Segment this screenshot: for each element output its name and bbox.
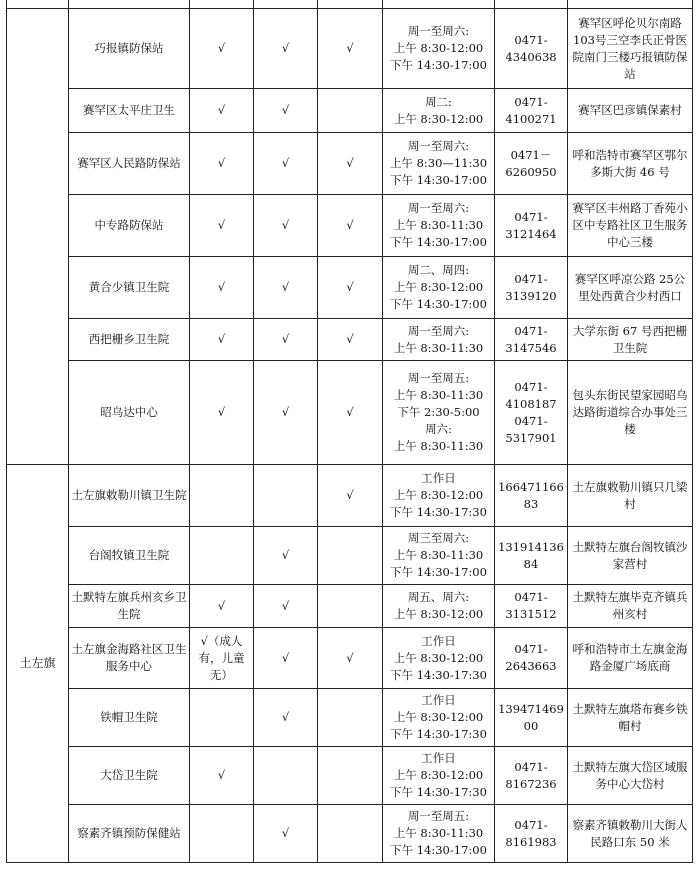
table-row xyxy=(7,465,693,527)
adult-mark-cell xyxy=(190,465,254,527)
third-mark-cell xyxy=(318,527,383,585)
phone-cell-line: 0471- xyxy=(514,323,548,338)
adult-mark-cell: √ xyxy=(190,133,254,195)
address-cell: 察素齐镇敕勒川大街人民路口东 50 米 xyxy=(568,805,693,863)
site-name-cell: 黄合少镇卫生院 xyxy=(69,257,190,319)
phone-cell xyxy=(495,689,568,747)
phone-cell-line: 0471- xyxy=(514,32,548,47)
address-cell: 赛罕区巴彦镇保素村 xyxy=(568,89,693,133)
phone-cell xyxy=(495,805,568,863)
phone-cell-line: 131914136 xyxy=(498,539,564,554)
vaccination-sites-table xyxy=(6,8,693,863)
phone-cell-line: 0471- xyxy=(514,271,548,286)
child-mark-cell: √ xyxy=(254,319,318,361)
adult-mark-cell: √ xyxy=(190,585,254,628)
adult-mark-cell: √ xyxy=(190,195,254,257)
hours-cell-line: 上午 8:30-11:30 xyxy=(393,388,484,402)
phone-cell-line: 8161983 xyxy=(505,834,557,849)
hours-cell-line: 上午 8:30-12:00 xyxy=(393,710,484,724)
phone-cell-line: 0471- xyxy=(514,94,548,109)
site-name-cell: 铁帽卫生院 xyxy=(69,689,190,747)
hours-cell-line: 下午 14:30-17:00 xyxy=(390,173,487,187)
phone-cell-line: 2643663 xyxy=(505,659,557,673)
hours-cell-line: 周一至周六: xyxy=(407,323,470,338)
child-mark-cell: √ xyxy=(254,805,318,863)
third-mark-cell xyxy=(318,585,383,628)
hours-cell-line: 周一至周五: xyxy=(407,371,470,385)
hours-cell-line: 下午 2:30-5:00 xyxy=(397,405,480,419)
table-row xyxy=(7,133,693,195)
phone-cell-line: 3131512 xyxy=(505,607,557,621)
address-cell: 呼和浩特市土左旗金海路金厦广场底商 xyxy=(568,628,693,689)
phone-cell xyxy=(495,465,568,527)
address-cell: 赛罕区丰州路丁香苑小区中专路社区卫生服务中心三楼 xyxy=(568,195,693,257)
phone-cell xyxy=(495,195,568,257)
hours-cell-line: 周一至周六: xyxy=(407,139,470,153)
hours-cell-line: 周一至周六: xyxy=(407,201,470,215)
phone-cell-line: 5317901 xyxy=(505,430,557,445)
address-cell: 土默特左旗塔布赛乡铁帽村 xyxy=(568,689,693,747)
phone-cell xyxy=(495,585,568,628)
hours-cell-line: 上午 8:30-11:30 xyxy=(393,548,484,562)
child-mark-cell: √ xyxy=(254,9,318,89)
hours-cell-line: 周二、周四: xyxy=(407,263,470,277)
child-mark-cell: √ xyxy=(254,195,318,257)
table-top-cut-lines xyxy=(6,0,692,8)
site-name-cell: 中专路防保站 xyxy=(69,195,190,257)
child-mark-cell: √ xyxy=(254,89,318,133)
phone-cell-line: 139471469 xyxy=(498,701,564,716)
site-name-cell: 土左旗金海路社区卫生服务中心 xyxy=(69,628,190,689)
phone-cell-line: 0471- xyxy=(514,759,548,774)
adult-mark-cell: √ xyxy=(190,89,254,133)
site-name-cell: 赛罕区人民路防保站 xyxy=(69,133,190,195)
hours-cell xyxy=(383,527,495,585)
phone-cell-line: 4100271 xyxy=(505,111,557,126)
child-mark-cell: √ xyxy=(254,689,318,747)
child-mark-cell xyxy=(254,747,318,805)
site-name-cell: 赛罕区太平庄卫生 xyxy=(69,89,190,133)
hours-cell-line: 周一至周六: xyxy=(407,24,470,38)
hours-cell-line: 下午 14:30-17:00 xyxy=(390,58,487,72)
hours-cell-line: 上午 8:30-12:00 xyxy=(393,111,484,126)
third-mark-cell: √ xyxy=(318,628,383,689)
hours-cell xyxy=(383,9,495,89)
hours-cell-line: 上午 8:30-12:00 xyxy=(393,650,484,665)
third-mark-cell xyxy=(318,89,383,133)
adult-mark-cell xyxy=(190,527,254,585)
table-row xyxy=(7,805,693,863)
phone-cell-line: 83 xyxy=(523,496,539,511)
hours-cell-line: 上午 8:30-12:00 xyxy=(393,488,484,502)
phone-cell xyxy=(495,527,568,585)
table-row xyxy=(7,361,693,465)
address-cell: 赛罕区呼凉公路 25公里处西黄合少村西口 xyxy=(568,257,693,319)
address-cell: 包头东街民望家园昭乌达路街道综合办事处三楼 xyxy=(568,361,693,465)
adult-mark-cell: √ xyxy=(190,9,254,89)
table-row xyxy=(7,319,693,361)
adult-mark-cell: √ xyxy=(190,361,254,465)
table-row xyxy=(7,89,693,133)
phone-cell-line: 0471－ xyxy=(510,147,552,162)
phone-cell-line: 00 xyxy=(523,718,539,733)
phone-cell-line: 3147546 xyxy=(505,340,557,355)
hours-cell-line: 上午 8:30-11:30 xyxy=(393,439,484,453)
phone-cell xyxy=(495,133,568,195)
site-name-cell: 昭乌达中心 xyxy=(69,361,190,465)
phone-cell-line: 0471- xyxy=(514,590,548,604)
third-mark-cell: √ xyxy=(318,9,383,89)
phone-cell-line: 0471- xyxy=(514,413,548,428)
hours-cell-line: 下午 14:30-17:00 xyxy=(390,843,487,857)
phone-cell-line: 0471- xyxy=(514,642,548,656)
hours-cell-line: 上午 8:30-11:30 xyxy=(393,340,484,355)
child-mark-cell: √ xyxy=(254,585,318,628)
table-row xyxy=(7,747,693,805)
table-row xyxy=(7,689,693,747)
phone-cell-line: 8167236 xyxy=(505,776,557,791)
child-mark-cell: √ xyxy=(254,361,318,465)
address-cell: 土默特左旗大岱区域服务中心大岱村 xyxy=(568,747,693,805)
phone-cell xyxy=(495,257,568,319)
phone-cell xyxy=(495,361,568,465)
table-row xyxy=(7,585,693,628)
table-row xyxy=(7,9,693,89)
phone-cell xyxy=(495,747,568,805)
phone-cell-line: 0471- xyxy=(514,817,548,832)
region-cell xyxy=(7,9,69,465)
address-cell: 土默特左旗台阁牧镇沙家营村 xyxy=(568,527,693,585)
third-mark-cell: √ xyxy=(318,465,383,527)
adult-mark-cell xyxy=(190,805,254,863)
phone-cell xyxy=(495,9,568,89)
hours-cell xyxy=(383,689,495,747)
table-row xyxy=(7,257,693,319)
hours-cell xyxy=(383,361,495,465)
phone-cell-line: 3139120 xyxy=(505,288,557,303)
table-row xyxy=(7,628,693,689)
hours-cell-line: 工作日 xyxy=(421,751,456,765)
third-mark-cell xyxy=(318,805,383,863)
hours-cell xyxy=(383,465,495,527)
hours-cell-line: 工作日 xyxy=(421,633,456,648)
hours-cell-line: 周三至周六: xyxy=(407,531,470,545)
adult-mark-cell: √ xyxy=(190,747,254,805)
child-mark-cell: √ xyxy=(254,133,318,195)
hours-cell-line: 下午 14:30-17:30 xyxy=(390,505,487,519)
hours-cell-line: 上午 8:30-12:00 xyxy=(393,607,484,621)
hours-cell-line: 上午 8:30-12:00 xyxy=(393,768,484,782)
third-mark-cell: √ xyxy=(318,195,383,257)
phone-cell-line: 0471- xyxy=(514,209,548,224)
address-cell: 大学东街 67 号西把栅卫生院 xyxy=(568,319,693,361)
hours-cell-line: 下午 14:30-17:30 xyxy=(390,727,487,741)
adult-mark-cell xyxy=(190,689,254,747)
adult-mark-cell: √（成人有，儿童无） xyxy=(190,628,254,689)
address-cell: 赛罕区呼伦贝尔南路103号三空李氏正骨医院南门三楼巧报镇防保站 xyxy=(568,9,693,89)
hours-cell-line: 工作日 xyxy=(421,471,456,485)
hours-cell xyxy=(383,89,495,133)
hours-cell-line: 上午 8:30-11:30 xyxy=(393,826,484,840)
phone-cell xyxy=(495,628,568,689)
third-mark-cell xyxy=(318,689,383,747)
phone-cell xyxy=(495,319,568,361)
third-mark-cell: √ xyxy=(318,319,383,361)
phone-cell-line: 0471- xyxy=(514,379,548,394)
site-name-cell: 大岱卫生院 xyxy=(69,747,190,805)
adult-mark-cell: √ xyxy=(190,257,254,319)
hours-cell xyxy=(383,628,495,689)
site-name-cell: 土默特左旗兵州亥乡卫生院 xyxy=(69,585,190,628)
hours-cell-line: 上午 8:30-12:00 xyxy=(393,41,484,55)
hours-cell xyxy=(383,133,495,195)
site-name-cell: 台阁牧镇卫生院 xyxy=(69,527,190,585)
hours-cell xyxy=(383,747,495,805)
adult-mark-cell: √ xyxy=(190,319,254,361)
site-name-cell: 土左旗敕勒川镇卫生院 xyxy=(69,465,190,527)
hours-cell-line: 上午 8:30—11:30 xyxy=(389,156,488,170)
hours-cell-line: 周五、周六: xyxy=(407,590,470,604)
phone-cell-line: 3121464 xyxy=(505,226,557,241)
hours-cell xyxy=(383,585,495,628)
address-cell: 呼和浩特市赛罕区鄂尔多斯大街 46 号 xyxy=(568,133,693,195)
third-mark-cell: √ xyxy=(318,257,383,319)
table-row xyxy=(7,527,693,585)
hours-cell-line: 上午 8:30-12:00 xyxy=(393,280,484,294)
child-mark-cell: √ xyxy=(254,628,318,689)
phone-cell xyxy=(495,89,568,133)
address-cell: 土默特左旗毕克齐镇兵州亥村 xyxy=(568,585,693,628)
region-cell: 土左旗 xyxy=(7,465,69,863)
third-mark-cell: √ xyxy=(318,133,383,195)
table-row xyxy=(7,195,693,257)
third-mark-cell xyxy=(318,747,383,805)
hours-cell-line: 周六: xyxy=(425,422,452,436)
phone-cell-line: 166471166 xyxy=(498,479,564,494)
site-name-cell: 西把栅乡卫生院 xyxy=(69,319,190,361)
phone-cell-line: 4108187 xyxy=(505,396,557,411)
hours-cell xyxy=(383,319,495,361)
hours-cell-line: 下午 14:30-17:30 xyxy=(390,785,487,799)
hours-cell-line: 下午 14:30-17:00 xyxy=(390,235,487,249)
child-mark-cell: √ xyxy=(254,257,318,319)
phone-cell-line: 4340638 xyxy=(505,49,557,64)
hours-cell xyxy=(383,257,495,319)
site-name-cell: 察素齐镇预防保健站 xyxy=(69,805,190,863)
hours-cell xyxy=(383,195,495,257)
phone-cell-line: 6260950 xyxy=(505,164,557,179)
third-mark-cell: √ xyxy=(318,361,383,465)
address-cell: 土左旗敕勒川镇只几梁村 xyxy=(568,465,693,527)
hours-cell-line: 周二: xyxy=(425,94,452,109)
hours-cell-line: 下午 14:30-17:00 xyxy=(390,297,487,311)
hours-cell-line: 下午 14:30-17:00 xyxy=(390,565,487,579)
hours-cell xyxy=(383,805,495,863)
hours-cell-line: 工作日 xyxy=(421,693,456,707)
child-mark-cell: √ xyxy=(254,527,318,585)
site-name-cell: 巧报镇防保站 xyxy=(69,9,190,89)
hours-cell-line: 上午 8:30-11:30 xyxy=(393,218,484,232)
hours-cell-line: 周一至周五: xyxy=(407,809,470,823)
hours-cell-line: 下午 14:30-17:30 xyxy=(390,667,487,682)
phone-cell-line: 84 xyxy=(523,556,539,571)
child-mark-cell xyxy=(254,465,318,527)
